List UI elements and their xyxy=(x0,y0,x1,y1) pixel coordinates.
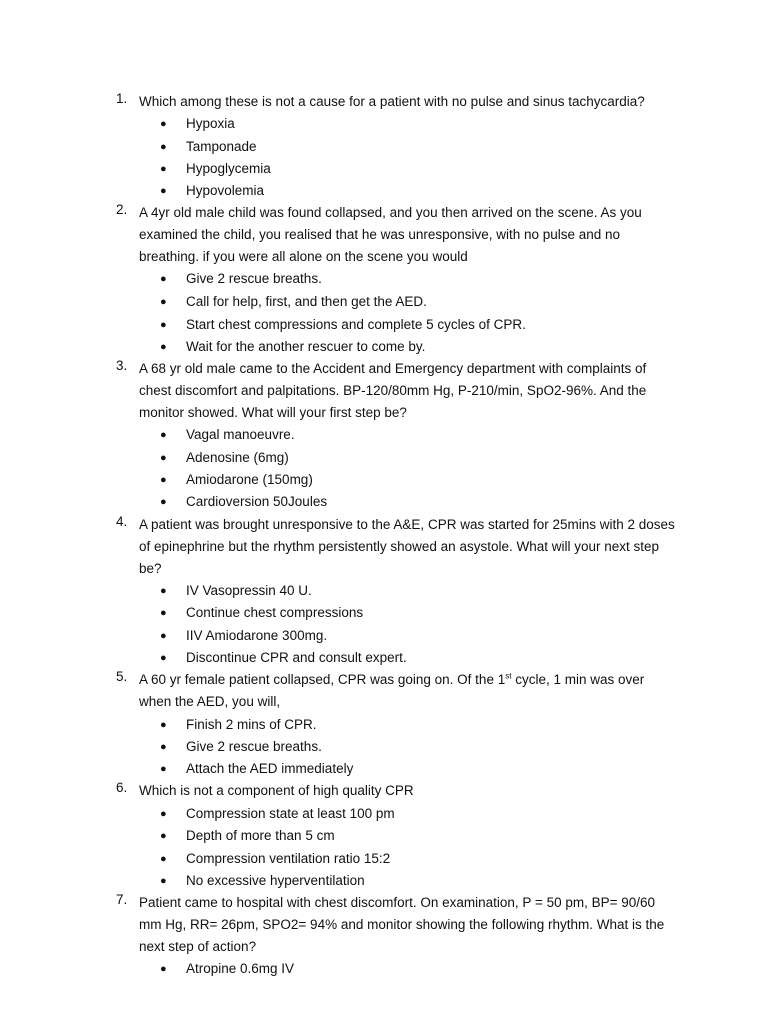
bullet-icon: ● xyxy=(160,429,167,441)
question-text-part: A 60 yr female patient collapsed, CPR was going on. Of the 1 xyxy=(139,672,506,687)
bullet-icon: ● xyxy=(160,319,167,331)
option-item xyxy=(0,491,768,513)
option-text: IV Vasopressin 40 U. xyxy=(186,583,312,598)
option-text: Discontinue CPR and consult expert. xyxy=(186,650,407,665)
bullet-icon: ● xyxy=(160,719,167,731)
option-text: Give 2 rescue breaths. xyxy=(186,271,322,286)
question-text: A patient was brought unresponsive to the A&E, CPR was started for 25mins with 2 doses of epinephrine but the rhythm persistently showed an asystole. What will your next step be? xyxy=(139,517,675,576)
option-text: Hypoglycemia xyxy=(186,161,271,176)
bullet-icon: ● xyxy=(160,496,167,508)
option-text: Compression ventilation ratio 15:2 xyxy=(186,851,391,866)
bullet-icon: ● xyxy=(160,607,167,619)
option-text: Vagal manoeuvre. xyxy=(186,427,295,442)
option-item xyxy=(0,758,768,780)
question-text: A 68 yr old male came to the Accident and Emergency department with complaints of chest discomfort and palpitations. BP-120/80mm Hg, P-210/min, SpO2-96%. And the monitor showed. What will your first step be? xyxy=(139,361,647,420)
option-text: Hypoxia xyxy=(186,116,235,131)
option-item xyxy=(0,647,768,669)
option-item xyxy=(0,825,768,847)
option-item xyxy=(0,469,768,491)
option-text: Attach the AED immediately xyxy=(186,761,354,776)
option-item xyxy=(0,158,768,180)
bullet-icon: ● xyxy=(160,185,167,197)
bullet-icon: ● xyxy=(160,808,167,820)
option-item xyxy=(0,848,768,870)
option-text: Amiodarone (150mg) xyxy=(186,472,313,487)
option-item xyxy=(0,291,768,313)
option-text: Cardioversion 50Joules xyxy=(186,494,328,509)
option-item xyxy=(0,714,768,736)
question-number: 6. xyxy=(116,780,128,795)
option-text: Tamponade xyxy=(186,139,257,154)
option-item xyxy=(0,180,768,202)
option-text: Call for help, first, and then get the AED. xyxy=(186,294,427,309)
question-number: 2. xyxy=(116,202,128,217)
bullet-icon: ● xyxy=(160,296,167,308)
option-item xyxy=(0,424,768,446)
bullet-icon: ● xyxy=(160,141,167,153)
bullet-icon: ● xyxy=(160,763,167,775)
option-item xyxy=(0,336,768,358)
option-text: Compression state at least 100 pm xyxy=(186,806,395,821)
option-item xyxy=(0,803,768,825)
bullet-icon: ● xyxy=(160,652,167,664)
option-text: Start chest compressions and complete 5 cycles of CPR. xyxy=(186,317,526,332)
option-item xyxy=(0,580,768,602)
bullet-icon: ● xyxy=(160,163,167,175)
option-item xyxy=(0,625,768,647)
ordinal-superscript: st xyxy=(505,671,512,681)
option-text: Adenosine (6mg) xyxy=(186,450,289,465)
option-text: IIV Amiodarone 300mg. xyxy=(186,628,328,643)
option-text: Depth of more than 5 cm xyxy=(186,828,335,843)
bullet-icon: ● xyxy=(160,273,167,285)
bullet-icon: ● xyxy=(160,830,167,842)
bullet-icon: ● xyxy=(160,452,167,464)
bullet-icon: ● xyxy=(160,118,167,130)
option-text: Continue chest compressions xyxy=(186,605,364,620)
option-item xyxy=(0,958,768,980)
option-item xyxy=(0,136,768,158)
option-text: Atropine 0.6mg IV xyxy=(186,961,295,976)
option-text: Give 2 rescue breaths. xyxy=(186,739,322,754)
option-item xyxy=(0,447,768,469)
option-item xyxy=(0,870,768,892)
option-text: Wait for the another rescuer to come by. xyxy=(186,339,426,354)
question-text: Patient came to hospital with chest discomfort. On examination, P = 50 pm, BP= 90/60 mm Hg, RR= 26pm, SPO2= 94% and monitor showing the following rhythm. What is the next step of action? xyxy=(139,895,665,954)
bullet-icon: ● xyxy=(160,630,167,642)
question-text xyxy=(139,669,679,713)
question-number: 1. xyxy=(116,91,128,106)
option-item xyxy=(0,736,768,758)
bullet-icon: ● xyxy=(160,741,167,753)
question-number: 5. xyxy=(116,669,128,684)
question-number: 3. xyxy=(116,358,128,373)
question-number: 7. xyxy=(116,892,128,907)
option-item xyxy=(0,113,768,135)
question-text: A 4yr old male child was found collapsed, and you then arrived on the scene. As you examined the child, you realised that he was unresponsive, with no pulse and no breathing. if you were all alone on the scene you would xyxy=(139,205,642,264)
bullet-icon: ● xyxy=(160,474,167,486)
option-text: No excessive hyperventilation xyxy=(186,873,365,888)
bullet-icon: ● xyxy=(160,963,167,975)
option-item xyxy=(0,268,768,290)
bullet-icon: ● xyxy=(160,853,167,865)
question-text-part: cycle, 1 min was over when the AED, you will, xyxy=(139,672,645,709)
question-number: 4. xyxy=(116,514,128,529)
bullet-icon: ● xyxy=(160,341,167,353)
bullet-icon: ● xyxy=(160,875,167,887)
option-item xyxy=(0,314,768,336)
question-text: Which is not a component of high quality CPR xyxy=(139,783,414,798)
bullet-icon: ● xyxy=(160,585,167,597)
option-item xyxy=(0,602,768,624)
question-text: Which among these is not a cause for a patient with no pulse and sinus tachycardia? xyxy=(139,94,645,109)
option-text: Hypovolemia xyxy=(186,183,265,198)
option-text: Finish 2 mins of CPR. xyxy=(186,717,317,732)
